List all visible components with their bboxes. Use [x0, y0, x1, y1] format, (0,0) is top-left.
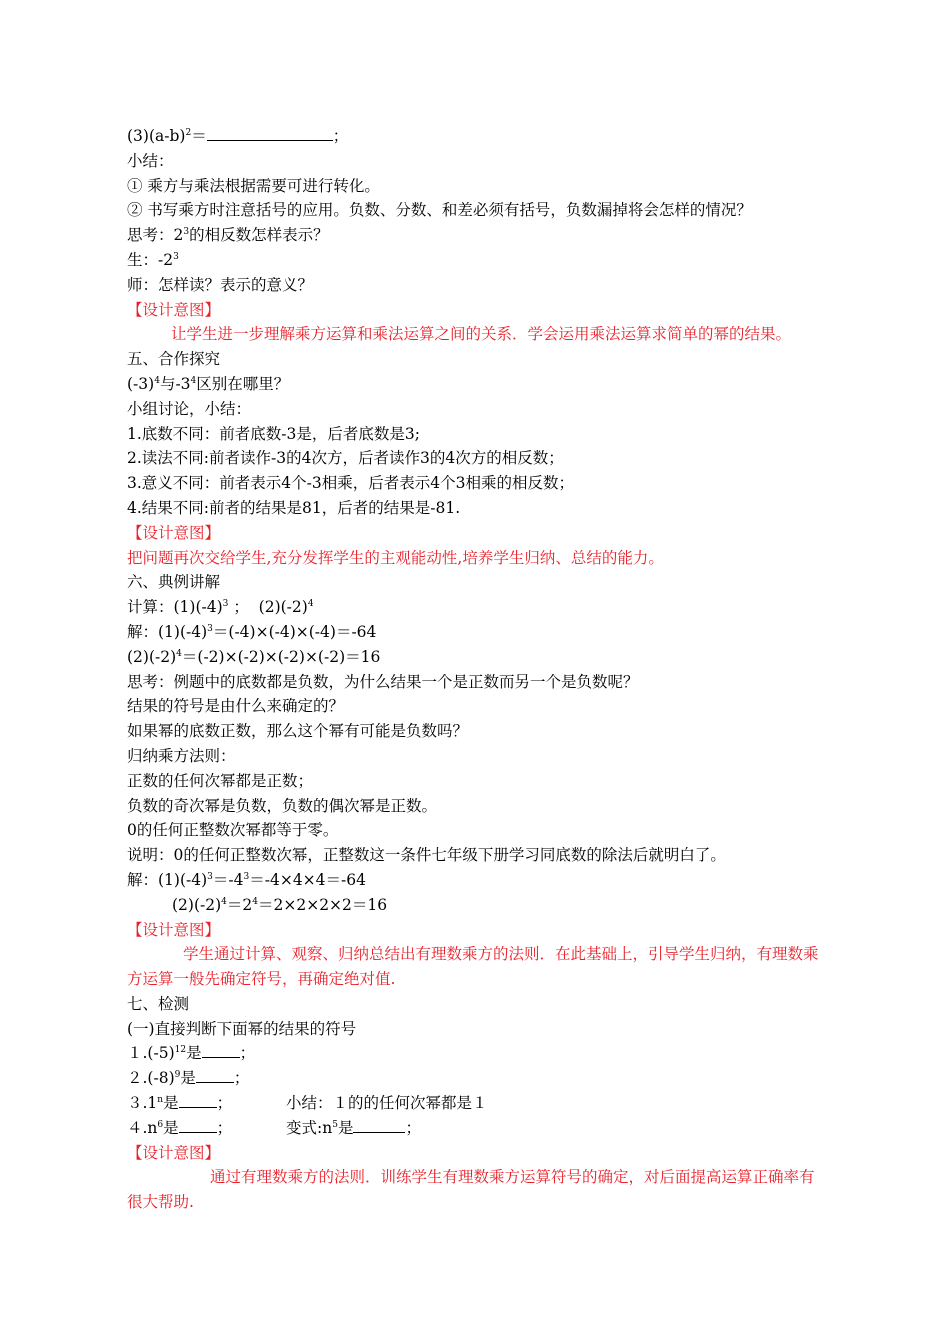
t4-variant [286, 1116, 421, 1141]
sol1-exp: 3 [207, 623, 213, 634]
think1-rest: 的相反数怎样表示？ [189, 226, 329, 245]
difference-item-3: 3.意义不同：前者表示4个-3相乘，后者表示4个3相乘的相反数； [127, 474, 574, 493]
q3-exponent: 2 [185, 128, 192, 138]
test-item-2 [127, 1066, 827, 1091]
difference-item-1: 1.底数不同：前者底数-3是，后者底数是3; [127, 424, 420, 443]
document-body [127, 124, 827, 1215]
sol1-lhs: 解：(1)(-4) [127, 622, 208, 641]
rule-1: 正数的任何次幂都是正数； [127, 771, 314, 790]
t2-exp: 9 [174, 1070, 181, 1081]
sign-question: 结果的符号是由什么来确定的？ [127, 697, 345, 716]
sol2-rhs: ＝(-2)×(-2)×(-2)×(-2)＝16 [181, 647, 381, 666]
calc-exp1: 3 [222, 599, 229, 610]
sol3-rhs: ＝-4×4×4＝-64 [249, 870, 366, 889]
diff-q-exp1: 4 [154, 375, 160, 386]
difference-question [127, 372, 827, 397]
answer-blank [179, 1091, 217, 1108]
t2-is: 是 [180, 1069, 196, 1088]
student-exponent: 3 [173, 251, 179, 262]
t4-is: 是 [163, 1118, 179, 1137]
calc-part-1: 计算：(1)(-4) [127, 598, 223, 617]
difference-item-4: 4.结果不同:前者的结果是81，后者的结果是-81. [127, 498, 461, 517]
test-item-3 [127, 1091, 827, 1116]
t4-base: ４.n [127, 1118, 158, 1137]
summary-title: 小结： [127, 151, 174, 170]
summary-item-1: ① 乘方与乘法根据需要可进行转化。 [127, 176, 380, 195]
rule-3: 0的任何正整数次幂都等于零。 [127, 821, 339, 840]
student-text: 生：-2 [127, 250, 174, 269]
t4-variant-exp: 5 [332, 1119, 338, 1130]
sol3-mid: ＝-4 [212, 870, 244, 889]
answer-blank [207, 124, 333, 141]
t1-end: ； [239, 1044, 256, 1063]
sol3-exp1: 3 [207, 871, 213, 882]
solution-1 [127, 620, 827, 645]
sol2-lhs: (2)(-2) [127, 647, 177, 666]
t4-exp: 6 [157, 1119, 164, 1130]
design-intent-1: 让学生进一步理解乘方运算和乘法运算之间的关系．学会运用乘法运算求简单的幂的结果。 [171, 325, 792, 344]
t4-variant-base: 变式:n [286, 1118, 333, 1137]
t1-exp: 12 [174, 1045, 187, 1056]
design-label: 【设计意图】 [127, 523, 221, 542]
sol3-lhs: 解：(1)(-4) [127, 870, 208, 889]
think-question-1 [127, 223, 827, 248]
t3-is: 是 [163, 1094, 179, 1113]
answer-blank [202, 1041, 240, 1058]
test-title: (一)直接判断下面幂的结果的符号 [127, 1019, 357, 1038]
t4-end: ； [216, 1118, 233, 1137]
t3-base: ３.1 [127, 1094, 158, 1113]
design-intent-4: 通过有理数乘方的法则．训练学生有理数乘方运算符号的确定，对后面提高运算正确率有很大帮助. [127, 1168, 815, 1212]
section-6-heading: 六、典例讲解 [127, 573, 221, 592]
q3-end: ； [332, 127, 349, 145]
sol1-rhs: ＝(-4)×(-4)×(-4)＝-64 [212, 622, 377, 641]
sol4-exp2: 4 [252, 896, 258, 907]
summary-item-2: ② 书写乘方时注意括号的应用。负数、分数、和差必须有括号，负数漏掉将会怎样的情况？ [127, 201, 752, 220]
design-label: 【设计意图】 [127, 300, 221, 319]
t2-end: ； [233, 1069, 250, 1088]
sol4-mid: ＝2 [226, 895, 253, 914]
sol4-exp1: 4 [221, 896, 227, 907]
think1-exponent: 3 [183, 227, 190, 238]
sol4-lhs: (2)(-2) [172, 895, 222, 914]
t2-base: ２.(-8) [127, 1069, 175, 1088]
design-label: 【设计意图】 [127, 920, 221, 939]
t4-variant-end: ； [405, 1118, 421, 1137]
solution-3 [127, 868, 827, 893]
diff-q-rest: 区别在哪里？ [196, 374, 290, 393]
student-answer [127, 248, 827, 273]
section-5-heading: 五、合作探究 [127, 350, 221, 369]
question-3 [127, 124, 827, 149]
sol2-exp: 4 [176, 648, 182, 659]
diff-q-base: (-3) [127, 374, 155, 393]
calc-problem [127, 595, 827, 620]
positive-base-question: 如果幂的底数正数，那么这个幂有可能是负数吗？ [127, 722, 469, 741]
test-item-4 [127, 1116, 827, 1141]
t3-summary: 小结：１的的任何次幂都是１ [286, 1094, 488, 1113]
solution-4 [127, 893, 827, 918]
diff-q-exp2: 4 [190, 375, 197, 386]
test-item-1 [127, 1041, 827, 1066]
t3-end: ； [216, 1094, 233, 1113]
group-discussion: 小组讨论，小结： [127, 399, 252, 418]
calc-part-2: ； (2)(-2) [228, 598, 308, 617]
t1-base: １.(-5) [127, 1044, 175, 1063]
solution-2 [127, 645, 827, 670]
q3-expr: (3)(a-b) [127, 127, 186, 145]
answer-blank [179, 1116, 217, 1133]
rule-2: 负数的奇次幂是负数，负数的偶次幂是正数。 [127, 796, 438, 815]
sol4-rhs: ＝2×2×2×2＝16 [258, 895, 388, 914]
teacher-question: 师：怎样读？表示的意义？ [127, 275, 314, 294]
diff-q-mid: 与-3 [159, 374, 191, 393]
difference-item-2: 2.读法不同:前者读作-3的4次方，后者读作3的4次方的相反数； [127, 449, 564, 468]
t4-variant-is: 是 [337, 1118, 354, 1137]
note: 说明：0的任何正整数次幂，正整数这一条件七年级下册学习同底数的除法后就明白了。 [127, 846, 726, 865]
design-label: 【设计意图】 [127, 1143, 221, 1162]
think-question-2: 思考：例题中的底数都是负数，为什么结果一个是正数而另一个是负数呢？ [127, 672, 639, 691]
t1-is: 是 [186, 1044, 202, 1063]
t3-exp: n [157, 1095, 164, 1106]
answer-blank [196, 1066, 234, 1083]
calc-exp2: 4 [307, 599, 314, 610]
sol3-exp2: 3 [243, 871, 250, 882]
section-7-heading: 七、检测 [127, 994, 190, 1013]
q3-equals: ＝ [191, 127, 207, 145]
think1-text: 思考：2 [127, 226, 184, 245]
design-intent-3: 学生通过计算、观察、归纳总结出有理数乘方的法则．在此基础上，引导学生归纳，有理数乘方运算一般先确定符号，再确定绝对值. [127, 945, 819, 989]
rule-title: 归纳乘方法则： [127, 746, 236, 765]
design-intent-2: 把问题再次交给学生,充分发挥学生的主观能动性,培养学生归纳、总结的能力。 [127, 548, 664, 567]
answer-blank [353, 1116, 405, 1133]
